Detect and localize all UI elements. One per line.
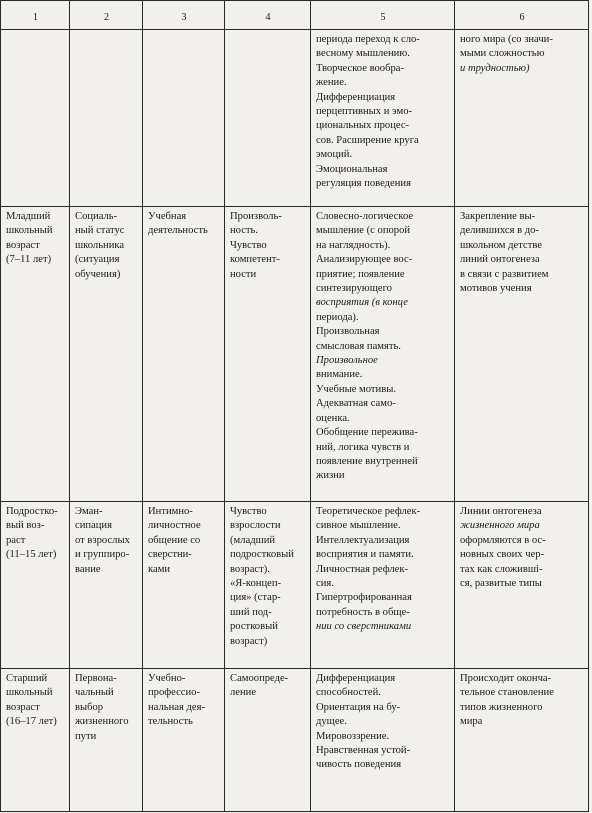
cell-r1-c2: Социаль- ный статус школьника (ситуация обучения) — [70, 207, 143, 502]
cell-r2-c3: Интимно- личностное общение со сверстни- ками — [143, 502, 225, 669]
header-col-3: 3 — [143, 1, 225, 30]
cell-r1-c6: Закрепление вы- делившихся в до- школьном детстве линий онтогенеза в связи с развитием мотивов учения — [455, 207, 589, 502]
cell-r0-c2 — [70, 30, 143, 207]
cell-r2-c4: Чувство взрослости (младший подростковый возраст). «Я-концеп- ция» (стар- ший под- ростковый возраст) — [225, 502, 311, 669]
cell-r0-c6: ного мира (со значи- мыми сложностью и трудностью) — [455, 30, 589, 207]
cell-r2-c5: Теоретическое рефлек- сивное мышление. Интеллектуализация восприятия и памяти. Личностная рефлек- сия. Гипертрофированная потребность в обще- нии со сверстниками — [311, 502, 455, 669]
header-col-4: 4 — [225, 1, 311, 30]
cell-r3-c5: Дифференциация способностей. Ориентация на бу- дущее. Мировоззрение. Нравственная устой- чивость поведения — [311, 669, 455, 812]
header-col-6: 6 — [455, 1, 589, 30]
cell-r0-c1 — [1, 30, 70, 207]
cell-r1-c3: Учебная деятельность — [143, 207, 225, 502]
cell-r2-c6: Линии онтогенеза жизненного мира оформляются в ос- новных своих чер- тах как сложивші- ся, развитые типы — [455, 502, 589, 669]
header-col-1: 1 — [1, 1, 70, 30]
cell-r2-c1: Подростко- вый воз- раст (11–15 лет) — [1, 502, 70, 669]
cell-r3-c1: Старший школьный возраст (16–17 лет) — [1, 669, 70, 812]
cell-r3-c3: Учебно- профессио- нальная дея- тельность — [143, 669, 225, 812]
cell-r0-c3 — [143, 30, 225, 207]
cell-r2-c2: Эман- сипация от взрослых и группиро- вание — [70, 502, 143, 669]
header-row — [1, 1, 589, 30]
cell-r3-c4: Самоопреде- ление — [225, 669, 311, 812]
cell-r1-c5: Словесно-логическое мышление (с опорой на наглядность). Анализирующее вос- приятие; появление синтезирующего восприятия (в конце периода). Произвольная смысловая память. Произвольное внимание. Учебные мотивы. Адекватная само- оценка. Обобщение пережива- ний, логика чувств и появление внутренней жизни — [311, 207, 455, 502]
cell-r0-c4 — [225, 30, 311, 207]
header-col-5: 5 — [311, 1, 455, 30]
cell-r3-c2: Первона- чальный выбор жизненного пути — [70, 669, 143, 812]
table-row-junior-school — [1, 207, 589, 502]
table-row-continuation — [1, 30, 589, 207]
header-col-2: 2 — [70, 1, 143, 30]
table-row-senior-school — [1, 669, 589, 812]
cell-r1-c1: Младший школьный возраст (7–11 лет) — [1, 207, 70, 502]
cell-r0-c5: периода переход к сло- весному мышлению. Творческое вообра- жение. Дифференциация перцептивных и эмо- циональных процес- сов. Расширение круга эмоций. Эмоциональная регуляция поведения — [311, 30, 455, 207]
table-row-adolescence — [1, 502, 589, 669]
cell-r3-c6: Происходит оконча- тельное становление типов жизненного мира — [455, 669, 589, 812]
cell-r1-c4: Произволь- ность. Чувство компетент- ности — [225, 207, 311, 502]
